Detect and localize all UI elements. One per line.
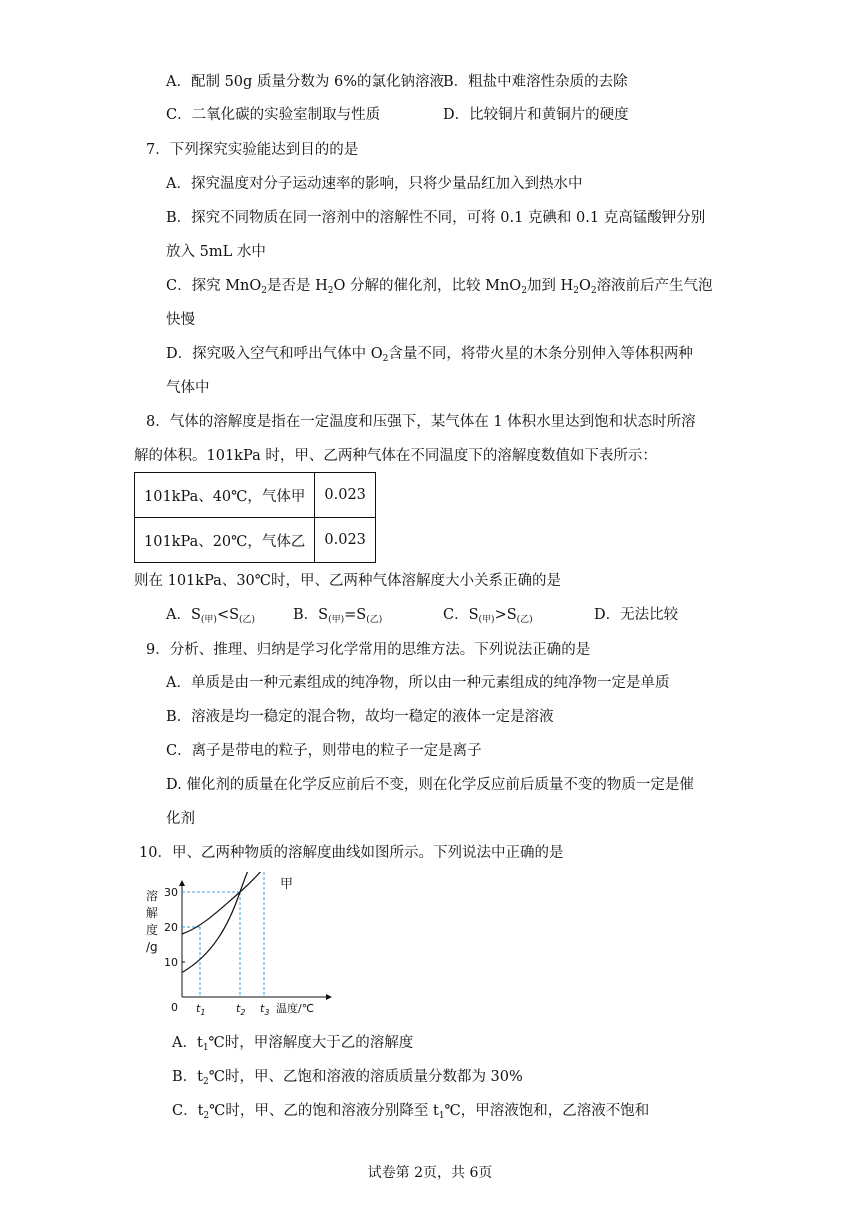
- q8-solubility-table: [134, 472, 376, 563]
- q8-option-a: A．$S_{(甲)}<S_{(乙)}$: [166, 607, 256, 625]
- table-row: [135, 518, 376, 563]
- origin-label: 0: [171, 1001, 178, 1014]
- q7-stem: 7．下列探究实验能达到目的的是: [146, 142, 359, 158]
- q10-stem: 10．甲、乙两种物质的溶解度曲线如图所示。下列说法中正确的是: [139, 845, 564, 861]
- q10-option-b: B．$t_2℃$时，甲、乙饱和溶液的溶质质量分数都为 30%: [172, 1069, 523, 1087]
- q6-option-c: C．二氧化碳的实验室制取与性质: [166, 107, 381, 123]
- q9-option-d-line2: 化剂: [166, 811, 195, 827]
- q6-option-a: A．配制 50g 质量分数为 6%的氯化钠溶液: [166, 74, 445, 90]
- q6-option-b: B．粗盐中难溶性杂质的去除: [443, 74, 628, 90]
- x-tick-label: $t_3$: [260, 1002, 270, 1017]
- q8-stem-line1: 8．气体的溶解度是指在一定温度和压强下，某气体在 1 体积水里达到饱和状态时所溶: [146, 414, 696, 430]
- q9-option-d-line1: D. 催化剂的质量在化学反应前后不变，则在化学反应前后质量不变的物质一定是催: [166, 777, 694, 793]
- y-axis-label: 溶: [146, 889, 159, 903]
- page-footer: 试卷第 2页，共 6页: [367, 1165, 493, 1181]
- x-tick-label: $t_1$: [196, 1002, 206, 1017]
- y-tick-label: 30: [164, 886, 178, 899]
- y-axis-label: /g: [146, 940, 158, 954]
- q7-option-d-line1: D．探究吸入空气和呼出气体中 $O_2$含量不同，将带火星的木条分别伸入等体积两种: [166, 346, 693, 364]
- q8-stem-line2: 解的体积。101kPa 时，甲、乙两种气体在不同温度下的溶解度数值如下表所示：: [134, 448, 657, 464]
- y-axis-label: 度: [146, 923, 159, 937]
- q9-option-a: A．单质是由一种元素组成的纯净物，所以由一种元素组成的纯净物一定是单质: [166, 675, 670, 691]
- q7-option-c-line2: 快慢: [166, 312, 195, 328]
- q10-option-c: C．$t_2℃$时，甲、乙的饱和溶液分别降至 $t_1℃$，甲溶液饱和，乙溶液不饱和: [172, 1103, 650, 1121]
- solubility-curve-chart: [140, 872, 340, 1022]
- q9-option-b: B．溶液是均一稳定的混合物，故均一稳定的液体一定是溶液: [166, 709, 554, 725]
- y-tick-label: 10: [164, 956, 178, 969]
- curve-jia: [182, 872, 276, 973]
- x-axis-arrow: [326, 994, 332, 1000]
- q7-option-a: A．探究温度对分子运动速率的影响，只将少量品红加入到热水中: [166, 176, 583, 192]
- q8-question: 则在 101kPa、30℃时，甲、乙两种气体溶解度大小关系正确的是: [134, 573, 561, 589]
- q7-option-b-line1: B．探究不同物质在同一溶剂中的溶解性不同，可将 0.1 克碘和 0.1 克高锰酸钾分别: [166, 210, 706, 226]
- q7-option-d-line2: 气体中: [166, 380, 210, 396]
- y-axis-arrow: [179, 880, 185, 886]
- table-cell-condition: 101kPa、40℃，气体甲: [135, 473, 315, 518]
- x-axis-label: 温度/℃: [276, 1002, 315, 1015]
- q8-option-b: B．$S_{(甲)}=S_{(乙)}$: [293, 607, 383, 625]
- q8-option-d: D．无法比较: [594, 607, 679, 623]
- table-cell-value: 0.023: [315, 518, 376, 563]
- x-tick-label: $t_2$: [236, 1002, 246, 1017]
- table-cell-condition: 101kPa、20℃，气体乙: [135, 518, 315, 563]
- table-row: [135, 473, 376, 518]
- q10-option-a: A．$t_1℃$时，甲溶解度大于乙的溶解度: [172, 1035, 414, 1053]
- q7-option-c-line1: C．探究 MnO$_2$是否是 $H_2O$ 分解的催化剂，比较 MnO$_2$加到 $H_2O_2$溶液前后产生气泡: [166, 278, 713, 296]
- y-axis-label: 解: [146, 906, 159, 920]
- y-tick-label: 20: [164, 921, 178, 934]
- table-cell-value: 0.023: [315, 473, 376, 518]
- curve-yi: [182, 872, 294, 934]
- q7-option-b-line2: 放入 5mL 水中: [166, 244, 266, 260]
- q9-stem: 9．分析、推理、归纳是学习化学常用的思维方法。下列说法正确的是: [146, 642, 591, 658]
- q8-option-c: C．$S_{(甲)}>S_{(乙)}$: [443, 607, 533, 625]
- q9-option-c: C．离子是带电的粒子，则带电的粒子一定是离子: [166, 743, 482, 759]
- q6-option-d: D．比较铜片和黄铜片的硬度: [443, 107, 629, 123]
- series-label-jia: 甲: [280, 877, 294, 892]
